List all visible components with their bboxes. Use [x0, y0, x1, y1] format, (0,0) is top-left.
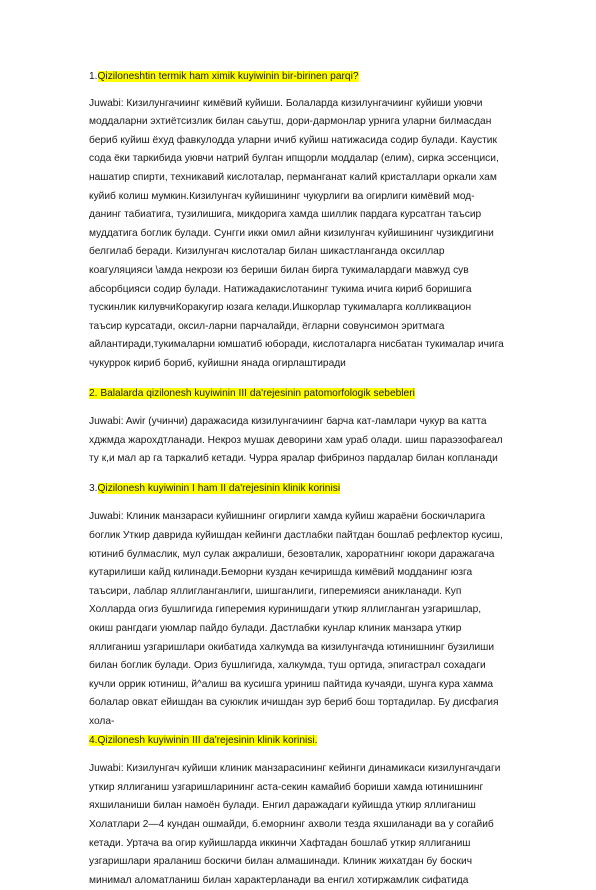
question-4-text: Qizilonesh kuyiwinin III da'rejesinin klinik korinisi. — [97, 734, 318, 746]
question-3-text: Qizilonesh kuyiwinin I ham II da'rejesinin klinik korinisi — [97, 482, 341, 494]
question-4-heading — [89, 732, 509, 751]
answer-3 — [89, 508, 509, 731]
answer-4-line: уткир яллиганиш узгаришларининг аста-секин камайиб бориши хамда ютинишнинг — [89, 781, 484, 793]
answer-4-line: Juwabi: Кизилунгач куйиши клиник манзарасининг кейинги динамикаси кизилунгачдаги — [89, 763, 501, 775]
answer-3-line: хола- — [89, 716, 115, 727]
answer-3-line: кутарилиши кайд килинади.Беморни куздан кечиришда кимёвий модданинг юзга — [89, 567, 473, 579]
answer-1-line: Juwabi: Кизилунгачиинг кимёвий куйиши. Болаларда кизилунгачиинг куйиши уювчи — [89, 97, 483, 109]
question-4-number: 4. — [89, 734, 98, 746]
document-content — [89, 68, 509, 890]
answer-1-line: чукуррок кириб бориб, куйишни янада огирлаштиради — [89, 357, 346, 369]
answer-3-line: окиш рангдаги уюмлар пайдо булади. Дастлабки кунлар клиник манзара уткир — [89, 623, 462, 635]
answer-4-line: кетади. Уртача ва огир куйишларда иккинчи Хафтадан бошлаб уткир яллиганиш — [89, 837, 471, 849]
answer-1-line: таъсир курсатади, оксил-ларни парчалайди, ёгларни совунсимон эритмага — [89, 320, 445, 332]
answer-1-line: коагуляцияси \амда некрози юз бериши билан бирга тукималардаги мавжуд сув — [89, 264, 469, 276]
answer-3-line: кучли оррик ютиниш, й^алиш ва кусишга уриниш пайтида кучаяди, шунга кура хамма — [89, 678, 494, 690]
question-3-number: 3. — [89, 482, 98, 494]
answer-1-line: муддатига боглик булади. Сунгги икки омил айни кизилунгач куйишининг чузикдигини — [89, 227, 494, 239]
answer-4-line: узгаришлари яраланиш боскичи билан алмашинади. Клиник жихатдан бу боскич — [89, 856, 472, 868]
answer-3-line: яллиганиш узгаришлари окибатида халкумда ва кизилунгачда ютинишнинг бузилиши — [89, 641, 495, 653]
answer-4-line: Холатлари 2—4 кундан ошмайди, б.еморнинг ахволи тезда яхшиланади ва у согайиб — [89, 818, 494, 830]
answer-1-line: абсорбцияси содир булади. Натижадакислотанинг тукима ичига кириб боришига — [89, 283, 472, 295]
answer-4 — [89, 760, 509, 890]
answer-1-line: сода ёки таркибида уювчи натрий булган ипщорли моддалар (елим), сирка эссенциси, — [89, 153, 499, 165]
answer-4-line: яхшиланиши билан намоён булади. Енгил даражадаги куйишда уткир яллиганиш — [89, 800, 476, 812]
answer-1-line: айлантиради,тукималарни юмшатиб юборади, кислоталарга нисбатан тукималар ичига — [89, 339, 504, 351]
answer-1-line: моддаларни эхтиётсизлик билан саьутш, дори-дармонлар урнига уларни билмасдан — [89, 116, 492, 128]
question-2-heading — [89, 385, 509, 404]
question-1-text: Qiziloneshtin termik ham ximik kuyiwinin bir-birinen parqi? — [97, 71, 359, 82]
answer-3-line: боглик Уткир даврида куйишдан кейинги дастлабки пайтдан бошлаб рефлектор кусиш, — [89, 530, 503, 542]
answer-4-line: минимал аломатланиш билан характерланади ва енгил хотиржамлик сифатида — [89, 874, 469, 886]
question-3-heading — [89, 480, 509, 499]
question-1-heading — [89, 68, 509, 87]
answer-3-line: ютиниб булмаслик, мул сулак ажралиши, безовталик, хароратнинг юкори даражагача — [89, 548, 495, 560]
question-2-text: 2. Balalarda qizilonesh kuyiwinin III da'rejesinin patomorfologik sebebleri — [89, 387, 415, 399]
question-1-number: 1. — [89, 71, 98, 82]
answer-3-line: Холларда огиз бушлигида гиперемия куринишдаги уткир яллигланган узгаришлар, — [89, 604, 482, 616]
answer-1-line: данинг табиатига, тузилишига, микдорига хамда шиллик пардага курсатган таъсир — [89, 209, 482, 221]
answer-2 — [89, 413, 509, 469]
answer-1-line: бериб куйиш ёхуд фавкулодда уларни ичиб куйиш натижасида содир булади. Каустик — [89, 134, 497, 146]
answer-2-line: Juwabi: Awir (учинчи) даражасида кизилунгачиинг барча кат-ламлари чукур ва катта — [89, 416, 487, 428]
answer-3-line: билан боглик булади. Ориз бушлигида, халкумда, туш ортида, эпигастрал сохадаги — [89, 660, 486, 672]
answer-2-line: ту к,и мал ар га таркалиб кетади. Чурра яралар фибриноз пардалар билан копланади — [89, 453, 498, 465]
answer-1 — [89, 95, 509, 374]
answer-3-line: болалар овкат ейишдан ва суюклик ичишдан зур бериб бош тортадилар. Бу дисфагия — [89, 697, 499, 709]
answer-1-line: тускинлик килувчиКоракугир юзага келади.Ишкорлар тукималарга колликвацион — [89, 302, 472, 314]
answer-3-line: таъсири, лаблар яллигланганлиги, шишганлиги, гиперемияси аникланади. Куп — [89, 585, 462, 597]
answer-1-line: куйиб колиш мумкин.Кизилунгач куйишининг чукурлиги ва огирлиги кимёвий мод- — [89, 190, 475, 202]
answer-3-line: Juwabi: Клиник манзараси куйишнинг огирлиги хамда куйиш жараёни боскичларига — [89, 511, 486, 523]
answer-1-line: нашатир спирти, техникавий кислоталар, перманганат калий кристаллари оркали хам — [89, 171, 497, 183]
answer-2-line: хджмда жарохдтланади. Некроз мушак деворини хам ураб олади. шиш параэзофагеал — [89, 434, 503, 446]
answer-1-line: белгилаб беради. Кизилунгач кислоталар билан шикастланганда оксиллар — [89, 246, 445, 258]
